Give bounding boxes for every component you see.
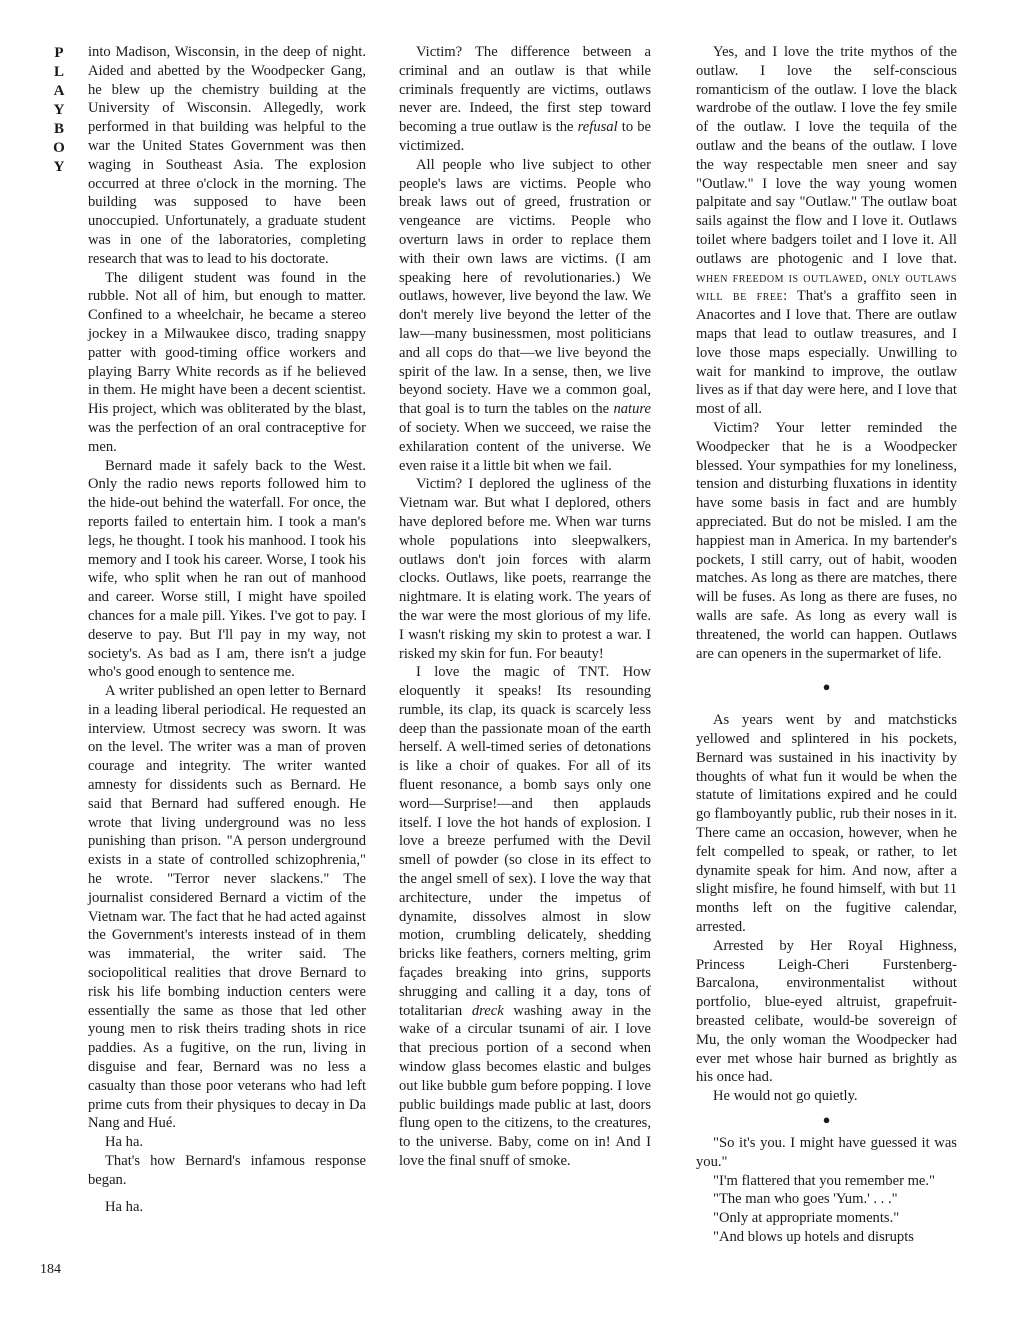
paragraph: Ha ha. xyxy=(105,1198,144,1215)
running-head xyxy=(50,44,70,177)
paragraph: Ha ha. xyxy=(105,1134,144,1151)
paragraph: The diligent student was found in the rubble. Not all of him, but enough to matter. Confined to a wheelchair, he became a stereo jockey in a Milwaukee disco, trading snappy patter with good-timing office workers and playing Barry White records as if he believed in them. He might have been a decent scientist. His project, which was obliterated by the blast, was the perfection of an oral contraceptive for men. xyxy=(88,269,366,455)
paragraph: Victim? Your letter reminded the Woodpecker that he is a Woodpecker blessed. Your sympathies for my loneliness, tension and disturbing fluxations in identity have some basis in fact and are humbly appreciated. But do not be misled. I am the happiest man in America. In my bartender's pockets, I still carry, out of habit, wooden matches. As long as there are matches, there will be fuses. As long as there are fuses, no walls are safe. As long as every wall is threatened, the world can happen. Outlaws are can openers in the supermarket of life. xyxy=(696,419,957,662)
running-head-letter: B xyxy=(53,121,66,137)
column-2 xyxy=(399,43,651,1171)
paragraph: Victim? The difference between a criminal and an outlaw is that while criminals frequently are victims, outlaws never are. Indeed, the first step toward becoming a true outlaw is the refusal to be victimized. xyxy=(399,44,651,154)
paragraph: A writer published an open letter to Bernard in a leading liberal periodical. He requested an interview. Utmost secrecy was sworn. It was on the level. The writer was a man of proven courage and integrity. The writer wanted amnesty for dissidents such as Bernard. He said that Bernard had suffered enough. He wrote that living underground was no less punishing than prison. "A person underground exists in a state of controlled schizophrenia," he wrote. "Terror never slackens." The journalist considered Bernard a victim of the Vietnam war. The fact that he had acted against the Government's interests instead of in them was immaterial, the writer said. The sociopolitical realities that drove Bernard to risk his life bombing induction centers were essentially the same as those that led other young men to risk theirs trading shots in rice paddies. As a fugitive, on the run, living in disguise and fear, Bernard was no less a casualty than those poor veterans who had left prime cuts from their physiques to decay in Da Nang and Hué. xyxy=(88,683,366,1132)
running-head-letter: A xyxy=(53,83,67,99)
page-number: 184 xyxy=(40,1262,61,1277)
paragraph: into Madison, Wisconsin, in the deep of night. Aided and abetted by the Woodpecker Gang, he blew up the chemistry building at the University of Wisconsin. Allegedly, work performed in that building was helpful to the war the United States Government was then waging in Southeast Asia. The explosion occurred at three o'clock in the morning. The building was supposed to have been unoccupied. Unfortunately, a graduate student was in one of the laboratories, completing research that was to lead to his doctorate. xyxy=(88,44,366,267)
column-1 xyxy=(88,43,366,1216)
running-head-letter: L xyxy=(53,64,66,80)
paragraph: That's how Bernard's infamous response began. xyxy=(88,1153,366,1188)
paragraph: Yes, and I love the trite mythos of the outlaw. I love the self-conscious romanticism of the outlaw. I love the black wardrobe of the outlaw. I love the fey smile of the outlaw. I love the tequila of the outlaw and the beans of the outlaw. I love the way respectable men sneer and say "Outlaw." I love the way young women palpitate and say "Outlaw." The outlaw boat sails against the flow and I love it. Outlaws toilet where badgers toilet and I love it. All outlaws are photogenic and I love that. when freedom is outlawed, only outlaws will be free: That's a graffito seen in Anacortes and I love that. There are outlaw maps that lead to outlaw treasures, and I love those maps especially. Unwilling to wait for mankind to improve, the outlaw lives as if that day were here, and I love that most of all. xyxy=(696,44,957,418)
paragraph: He would not go quietly. xyxy=(713,1088,858,1105)
section-bullet: ● xyxy=(822,1112,831,1128)
paragraph: All people who live subject to other people's laws are victims. People who break laws out of greed, frustration or vengeance are victims. People who overturn laws in order to replace them with their own laws are victims. (I am speaking here of revolutionaries.) We outlaws, however, live beyond the law. We don't merely live beyond the letter of the law—many businessmen, most politicians and all cops do that—we live beyond the spirit of the law. In a sense, then, we live beyond society. Have we a common goal, that goal is to turn the tables on the nature of society. When we succeed, we raise the exhilaration content of the universe. We even raise it a little bit when we fail. xyxy=(399,156,651,474)
paragraph: "The man who goes 'Yum.' . . ." xyxy=(713,1191,898,1208)
paragraph: As years went by and matchsticks yellowed and splintered in his pockets, Bernard was sustained in his inactivity by thoughts of what fun it would be when the statute of limitations expired and he could go flamboyantly public, rub their noses in it. There came an occasion, however, when he felt compelled to speak, or rather, to let dynamite speak for him. And now, after a slight misfire, he found himself, with but 11 months left on the fugitive calendar, arrested. xyxy=(696,712,957,936)
paragraph: "So it's you. I might have guessed it was you." xyxy=(696,1135,957,1170)
running-head-letter: O xyxy=(53,140,67,156)
paragraph: I love the magic of TNT. How eloquently it speaks! Its resounding rumble, its clap, its quack is scarcely less deep than the passionate moan of the earth herself. A well-timed series of detonations is like a choir of quakes. For all of its fluent resonance, a bomb says only one word—Surprise!—and then applauds itself. I love the hot hands of explosion. I love a breeze perfumed with the Devil smell of powder (so close in its effect to the angel smell of sex). I love the way that architecture, under the impetus of dynamite, dissolves almost in slow motion, crumbling delicately, shedding bricks like feathers, corners melting, grim façades breaking into grins, supports shrugging and calling it a day, tons of totalitarian dreck washing away in the wake of a circular tsunami of air. I love that precious portion of a second when window glass becomes elastic and bulges out like bubble gum before popping. I love public buildings made public at last, doors flung open to the citizens, to the creatures, to the universe. Baby, come on in! And I love the final snuff of smoke. xyxy=(399,664,651,1170)
emphasis: refusal xyxy=(577,119,618,136)
emphasis: nature xyxy=(613,401,651,418)
paragraph: "And blows up hotels and disrupts xyxy=(713,1229,914,1246)
running-head-letter: P xyxy=(54,45,66,61)
paragraph: Arrested by Her Royal Highness, Princess Leigh-Cheri Furstenberg-Barcalona, environmentalist without portfolio, blue-eyed altruist, grapefruit-breasted celibate, would-be sovereign of Mu, the only woman the Woodpecker had ever met whose hair burned as brightly as his once had. xyxy=(696,937,957,1086)
paragraph: "I'm flattered that you remember me." xyxy=(713,1172,936,1189)
running-head-letter: Y xyxy=(53,159,67,175)
emphasis: dreck xyxy=(471,1002,504,1019)
paragraph: Bernard made it safely back to the West. Only the radio news reports followed him to the hide-out behind the waterfall. For once, the reports failed to entertain him. I took a man's legs, he thought. I took his manhood. I took his memory and I took his career. Worse, I took his wife, who split when he ran out of manhood and career. Worse still, I might have spoiled chances for a male pill. Yikes. I've got to pay. I deserve to pay. But I'll pay in my way, not society's. As bad as I am, there isn't a judge who's good enough to sentence me. xyxy=(88,457,366,681)
running-head-letter: Y xyxy=(53,102,67,118)
paragraph: "Only at appropriate moments." xyxy=(713,1210,900,1227)
column-3 xyxy=(696,43,957,1247)
graffito-text: when freedom is outlawed, only outlaws will be free: xyxy=(696,269,957,305)
section-bullet: ● xyxy=(822,679,831,695)
paragraph: Victim? I deplored the ugliness of the Vietnam war. But what I deplored, others have deplored before me. When war turns whole populations into sleepwalkers, outlaws don't join forces with alarm clocks. Outlaws, like poets, rearrange the nightmare. It is elating work. The years of the war were the most glorious of my life. I wasn't risking my skin to protest a war. I risked my skin for fun. For beauty! xyxy=(399,476,651,662)
